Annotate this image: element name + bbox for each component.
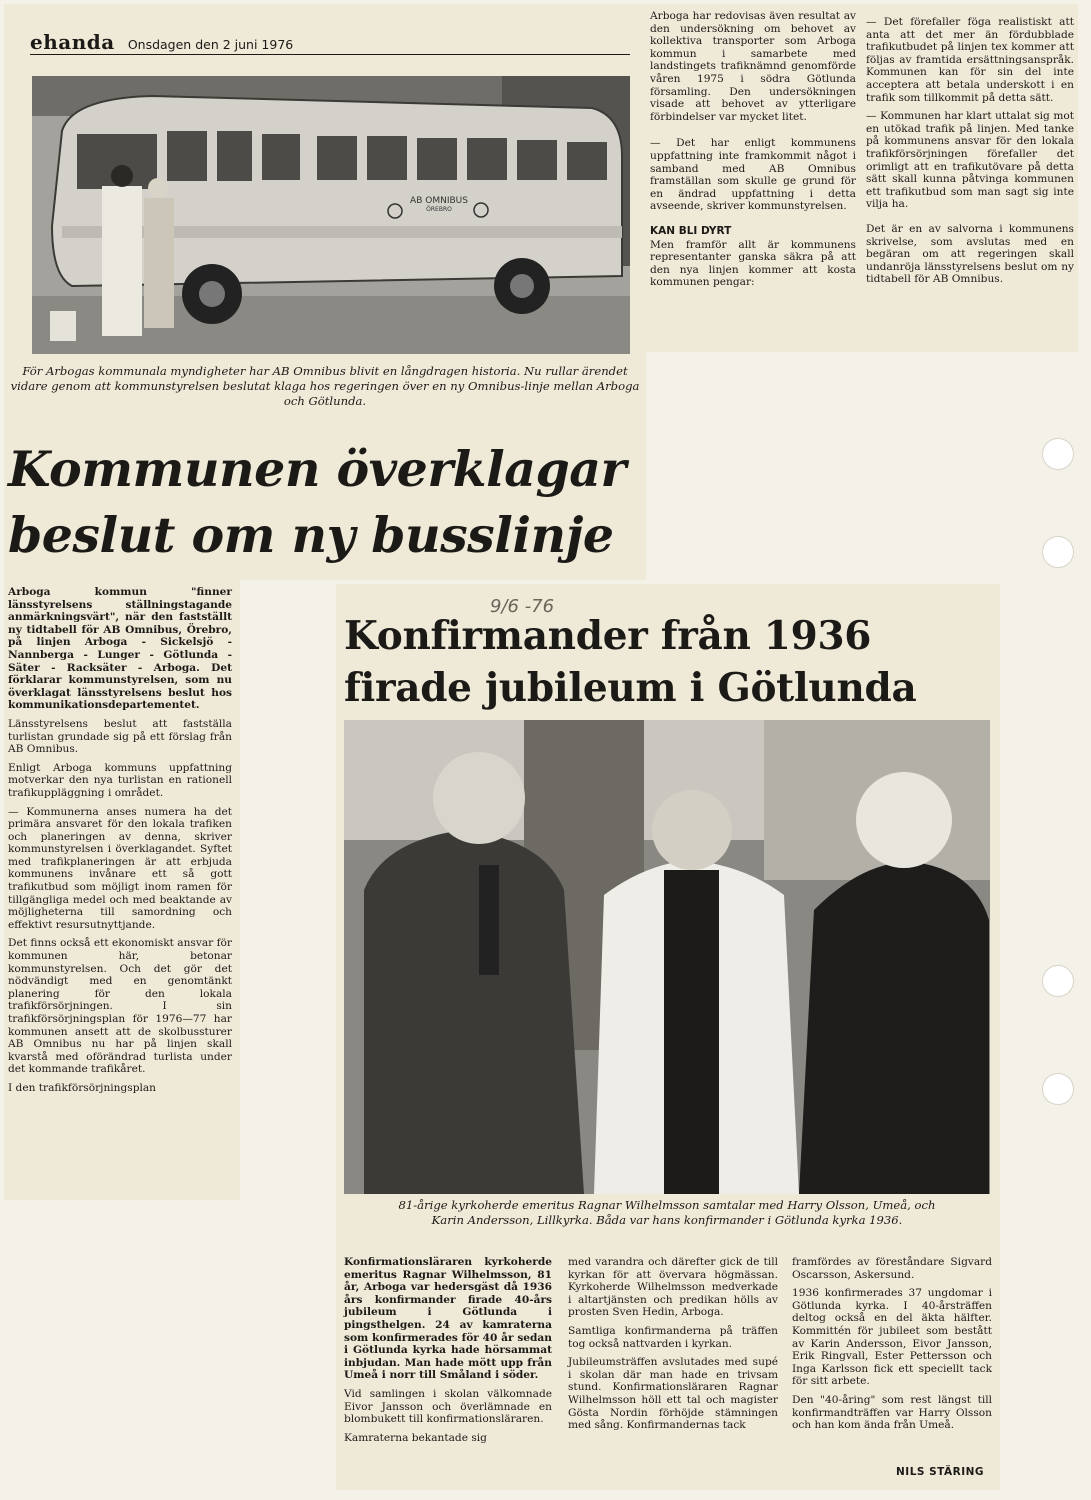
headline-bus	[8, 436, 648, 568]
confirmation-article-lead: Konfirmationsläraren kyrkoherde emeritus Ragnar Wilhelmsson, 81 år, Arboga var hedersgäst då 1936 års konfirmander firade 40-års jubileum i Götlunda i pingsthelgen. 24 av kamraterna som konfirmerades för 40 år sedan i Götlunda kyrka hade hörsammat inbjudan. Man hade mött upp från Umeå i norr till Småland i söder.	[344, 1256, 552, 1382]
caption-line-1: 81-årige kyrkoherde emeritus Ragnar Wilhelmsson samtalar med Harry Olsson, Umeå, och	[398, 1198, 936, 1212]
bus-article-column-2	[650, 10, 856, 295]
confirmation-article-column-2	[568, 1256, 778, 1438]
paragraph: Länsstyrelsens beslut att fastställa turlistan grundade sig på ett förslag från AB Omnibus.	[8, 717, 232, 756]
paragraph: — Kommunerna anses numera ha det primära ansvaret för den lokala trafiken och planeringen av denna, skriver kommunstyrelsen i överklagandet. Syftet med trafikplaneringen är att erbjuda kommunens invånare ett så gott trafikutbud som möjligt inom ramen för tillgängliga medel och med beaktande av möjligheterna till samordning och effektivt resursutnyttjande.	[8, 805, 232, 931]
binder-hole	[1042, 438, 1074, 470]
paragraph: 1936 konfirmerades 37 ungdomar i Götlunda kyrka. I 40-årsträffen deltog också en del äkta hälfter. Kommittén för jubileet som bestått av Karin Andersson, Eivor Jansson, Erik Ringvall, Ester Pettersson och Inga Karlsson fick ett speciellt tack för sitt arbete.	[792, 1287, 992, 1388]
bus-article-column-3	[866, 16, 1074, 292]
paragraph: — Det förefaller föga realistiskt att anta att det mer än fördubblade trafikutbudet på linjen tex kommer att följas av framtida ersättningsanspråk. Kommunen kan för sin del inte acceptera att betala underskott i en trafik som tillkommit på detta sätt.	[866, 16, 1074, 104]
paragraph: Men framför allt är kommunens representanter ganska säkra på att den nya linjen kommer att kosta kommunen pengar:	[650, 238, 856, 289]
bus-illustration	[32, 76, 630, 354]
bus-photo-caption: För Arbogas kommunala myndigheter har AB Omnibus blivit en långdragen historia. Nu rullar ärendet vidare genom att kommunstyrelsen beslutat klaga hos regeringen över en ny Omnibus-linje mellan Arboga och Götlunda.	[10, 364, 640, 408]
paragraph: Vid samlingen i skolan välkomnade Eivor Jansson och överlämnade en blombukett till konfirmationsläraren.	[344, 1387, 552, 1426]
handwritten-date: 9/6 -76	[490, 596, 555, 617]
paragraph: Det finns också ett ekonomiskt ansvar för kommunen här, betonar kommunstyrelsen. Och det gör det nödvändigt med en genomtänkt planering för den lokala trafikförsörjningen. I sin trafikförsörjningsplan för 1976—77 har kommunen ansett att de skolbussturer AB Omnibus nu har på linjen skall kvarstå med oförändrad turlista under det kommande trafikåret.	[8, 937, 232, 1076]
paragraph: Enligt Arboga kommuns uppfattning motverkar den nya turlistan en rationell trafikuppläggning i området.	[8, 761, 232, 799]
paragraph: framfördes av föreståndare Sigvard Oscarsson, Askersund.	[792, 1256, 992, 1281]
bus-side-sign	[404, 196, 474, 213]
headline-confirmation	[344, 610, 984, 714]
headline-confirmation-line1: Konfirmander från 1936	[344, 613, 872, 659]
paragraph: — Det har enligt kommunens uppfattning inte framkommit något i samband med AB Omnibus framställan som skulle ge grund för en ändrad uppfattning i detta avseende, skriver kommunstyrelsen.	[650, 137, 856, 213]
caption-line-2: Karin Andersson, Lillkyrka. Båda var hans konfirmander i Götlunda kyrka 1936.	[431, 1213, 903, 1227]
binder-hole	[1042, 965, 1074, 997]
newspaper-logo: ehanda	[30, 30, 115, 54]
headline-bus-line1: Kommunen överklagar	[8, 440, 626, 498]
bus-sign-text: AB OMNIBUS	[410, 196, 468, 206]
subheading: KAN BLI DYRT	[650, 224, 732, 237]
paragraph: Samtliga konfirmanderna på träffen tog också nattvarden i kyrkan.	[568, 1324, 778, 1350]
paragraph: I den trafikförsörjningsplan	[8, 1081, 157, 1094]
paragraph: Jubileumsträffen avslutades med supé i skolan där man hade en trivsam stund. Konfirmationsläraren Ragnar Wilhelmsson höll ett tal och magister Gösta Nordin förhöjde stämningen med sång. Konfirmandernas tack	[568, 1356, 778, 1432]
issue-date: Onsdagen den 2 juni 1976	[127, 37, 294, 52]
bus-article-lead: Arboga kommun "finner länsstyrelsens ställningstagande anmärkningsvärt", när den fastställt ny tidtabell för AB Omnibus, Örebro, på linjen Arboga - Sickelsjö - Nannberga - Lunger - Götlunda - Säter - Racksäter - Arboga. Det förklarar kommunstyrelsen, som nu överklagat länsstyrelsens beslut hos kommunikationsdepartementet.	[8, 586, 232, 712]
binder-hole	[1042, 1073, 1074, 1105]
confirmation-photo-illustration	[344, 720, 990, 1194]
confirmation-photo	[344, 720, 990, 1194]
binder-hole	[1042, 536, 1074, 568]
paragraph: Den "40-åring" som rest längst till konfirmandträffen var Harry Olsson och han kom ända från Umeå.	[792, 1393, 992, 1432]
confirmation-article-column-3	[792, 1256, 992, 1438]
paragraph: Det är en av salvorna i kommunens skrivelse, som avslutas med en begäran om att regeringen skall undanröja länsstyrelsens beslut om ny tidtabell för AB Omnibus.	[866, 222, 1074, 286]
bus-photo	[32, 76, 630, 354]
headline-bus-line2: beslut om ny busslinje	[8, 506, 614, 564]
headline-confirmation-line2: firade jubileum i Götlunda	[344, 665, 917, 711]
paragraph: — Kommunen har klart uttalat sig mot en utökad trafik på linjen. Med tanke på kommunens ansvar för den lokala trafikförsörjningen förefaller det orimligt att en trafikutövare på detta sätt skall kunna påtvinga kommunen ett trafikutbud som man sagt sig inte vilja ha.	[866, 110, 1074, 211]
confirmation-article-column-1	[344, 1256, 552, 1450]
confirmation-photo-caption	[344, 1198, 990, 1228]
paragraph: med varandra och därefter gick de till kyrkan för att övervara högmässan. Kyrkoherde Wilhelmsson medverkade i altartjänsten och predikan hölls av prosten Sven Hedin, Arboga.	[568, 1256, 778, 1319]
paragraph: Arboga har redovisas även resultat av den undersökning om behovet av kollektiva transporter som Arboga kommun i samarbete med landstingets trafiknämnd genomförde våren 1975 i södra Götlunda församling. Den undersökningen visade att behovet av ytterligare förbindelser var mycket litet.	[650, 10, 856, 123]
byline: NILS STÄRING	[896, 1466, 985, 1478]
bus-article-column-1	[8, 586, 232, 1101]
bus-sign-subtext: ÖREBRO	[426, 206, 452, 213]
paragraph: Kamraterna bekantade sig	[344, 1431, 487, 1444]
masthead	[30, 30, 630, 55]
